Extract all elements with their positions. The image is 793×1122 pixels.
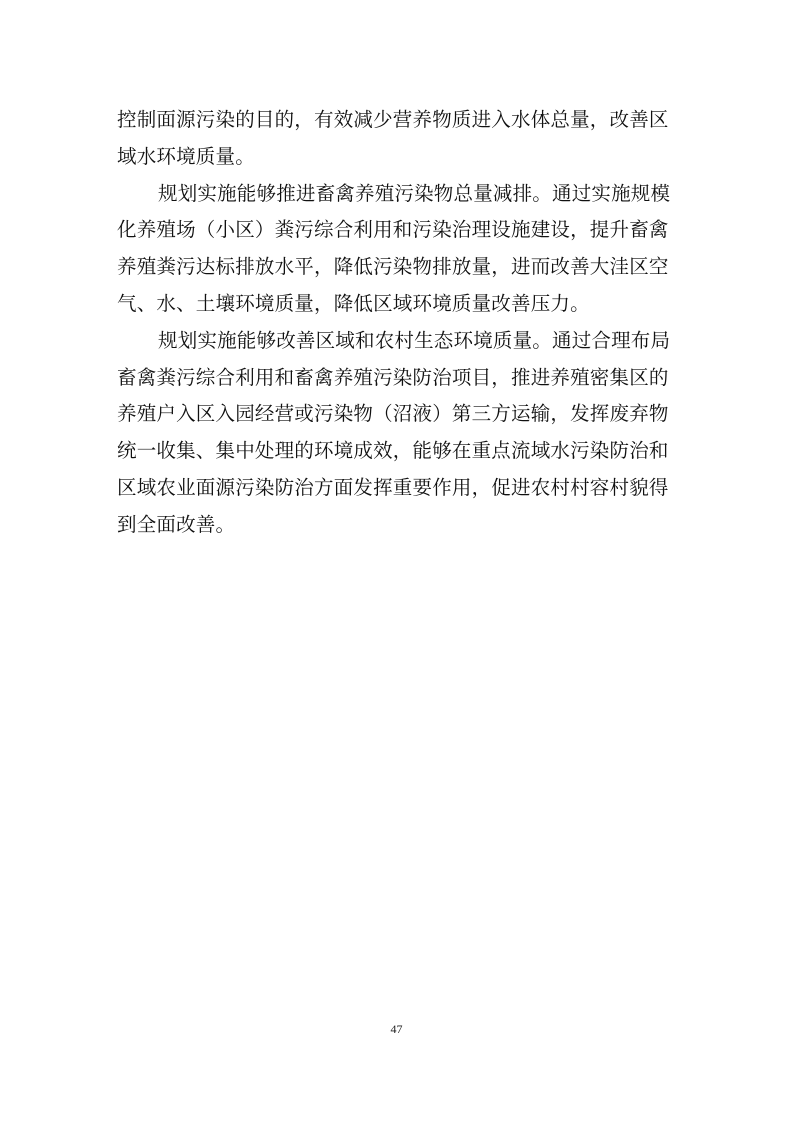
text-line: 规划实施能够推进畜禽养殖污染物总量减排。通过实施规模: [158, 181, 671, 205]
paragraph-1: [117, 102, 682, 176]
text-line: 畜禽粪污综合利用和畜禽养殖污染防治项目，推进养殖密集区的: [117, 365, 669, 389]
body-text: [117, 102, 682, 544]
paragraph-2: [117, 176, 682, 323]
text-line: 化养殖场（小区）粪污综合利用和污染治理设施建设，提升畜禽: [117, 218, 669, 242]
page-number: 47: [390, 1022, 403, 1036]
text-line: 统一收集、集中处理的环境成效，能够在重点流域水污染防治和: [117, 439, 669, 463]
text-line: 规划实施能够改善区域和农村生态环境质量。通过合理布局: [158, 328, 671, 352]
text-line: 气、水、土壤环境质量，降低区域环境质量改善压力。: [117, 291, 590, 315]
text-line: 到全面改善。: [117, 512, 236, 536]
text-line: 养殖粪污达标排放水平，降低污染物排放量，进而改善大洼区空: [117, 255, 669, 279]
text-line: 区域农业面源污染防治方面发挥重要作用，促进农村村容村貌得: [117, 475, 669, 499]
text-line: 控制面源污染的目的，有效减少营养物质进入水体总量，改善区: [117, 108, 669, 131]
text-line: 域水环境质量。: [117, 144, 255, 168]
text-line: 养殖户入区入园经营或污染物（沼液）第三方运输，发挥废弃物: [117, 402, 669, 426]
paragraph-3: [117, 323, 682, 544]
